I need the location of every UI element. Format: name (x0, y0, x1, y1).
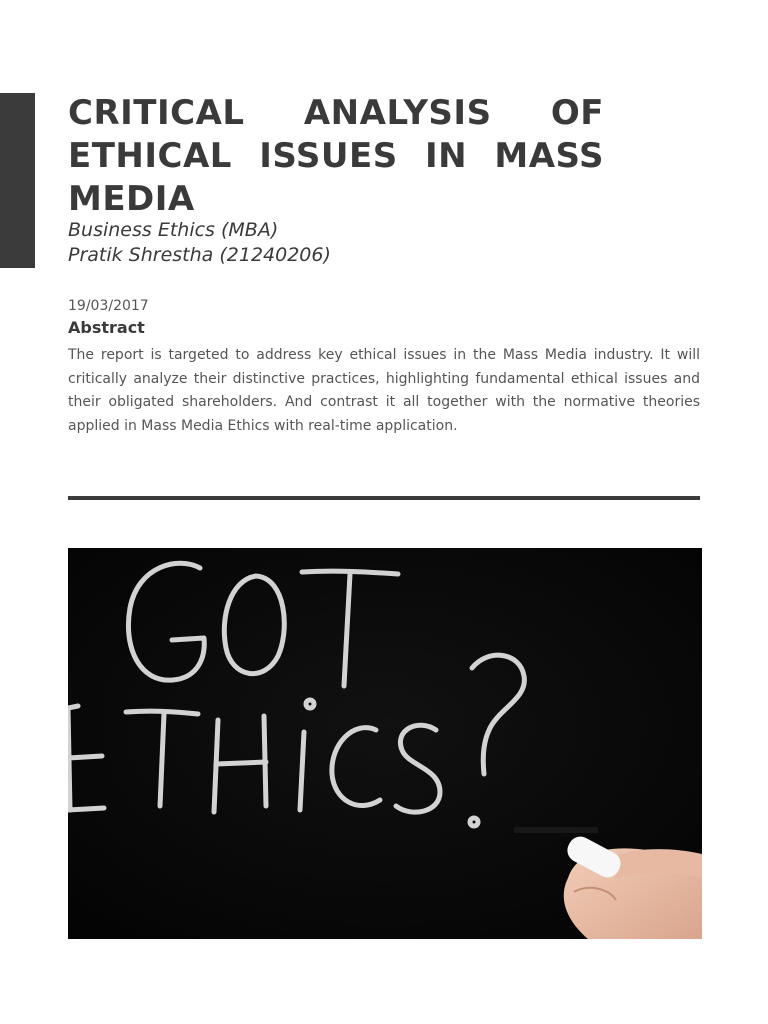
section-divider (68, 496, 700, 500)
chalkboard-illustration (68, 548, 702, 939)
side-accent-bar (0, 93, 35, 268)
chalkboard-photo (68, 548, 702, 939)
author-name: Pratik Shrestha (21240206) (68, 244, 331, 266)
document-date: 19/03/2017 (68, 298, 149, 314)
course-name: Business Ethics (MBA) (68, 219, 279, 241)
abstract-text: The report is targeted to address key ethical issues in the Mass Media industry. It will critically analyze their distinctive practices, highlighting fundamental ethical issues and their obligated shareholders. And contrast it all together with the normative theories applied in Mass Media Ethics with real-time application. (68, 347, 700, 434)
abstract-heading: Abstract (68, 318, 145, 337)
document-title: CRITICAL ANALYSIS OF ETHICAL ISSUES IN MASS MEDIA (68, 93, 604, 219)
